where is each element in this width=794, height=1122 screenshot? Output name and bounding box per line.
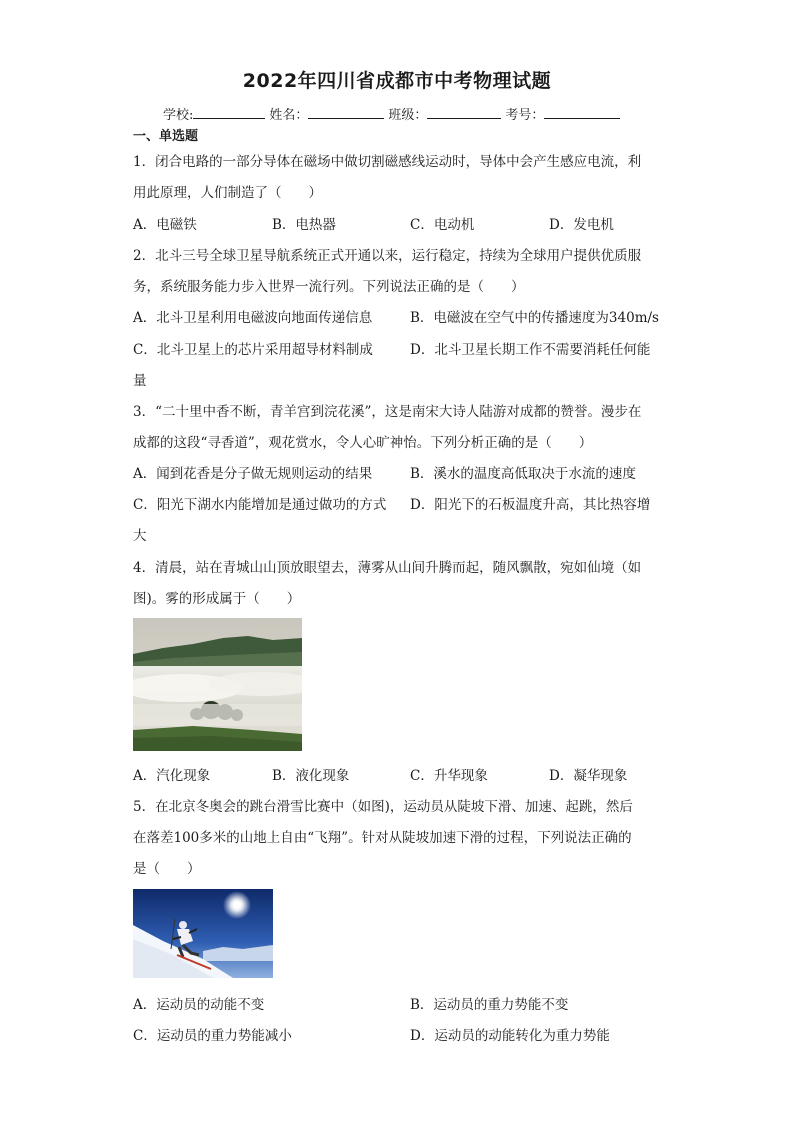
question-4-option-d[interactable]: D．凝华现象 — [549, 768, 628, 784]
question-1-line-2: 用此原理，人们制造了（ ） — [133, 185, 322, 201]
question-4-option-b[interactable]: B．液化现象 — [272, 768, 350, 784]
question-2-line-2: 务，系统服务能力步入世界一流行列。下列说法正确的是（ ） — [133, 279, 525, 295]
name-label: 姓名： — [269, 108, 309, 123]
question-1-line-1: 1．闭合电路的一部分导体在磁场中做切割磁感线运动时，导体中会产生感应电流，利 — [133, 154, 642, 170]
question-5-option-d[interactable]: D．运动员的动能转化为重力势能 — [410, 1028, 610, 1044]
page-title: 2022年四川省成都市中考物理试题 — [242, 70, 552, 92]
question-3-option-d[interactable]: D．阳光下的石板温度升高，其比热容增 — [410, 497, 651, 513]
question-1-option-c[interactable]: C．电动机 — [410, 217, 475, 233]
question-4-option-a[interactable]: A．汽化现象 — [133, 768, 211, 784]
student-info-line — [163, 104, 624, 123]
question-3-option-d-wrap: 大 — [133, 528, 147, 544]
question-3-line-2: 成都的这段“寻香道”，观花赏水，令人心旷神怡。下列分析正确的是（ ） — [133, 435, 593, 451]
question-2-option-c[interactable]: C．北斗卫星上的芯片采用超导材料制成 — [133, 342, 373, 358]
question-2-option-d-wrap: 量 — [133, 373, 147, 389]
question-1-option-b[interactable]: B．电热器 — [272, 217, 336, 233]
question-5-option-a[interactable]: A．运动员的动能不变 — [133, 997, 265, 1013]
question-4-option-c[interactable]: C．升华现象 — [410, 768, 488, 784]
misty-mountain-photo — [133, 618, 302, 751]
number-blank[interactable] — [544, 106, 620, 119]
class-blank[interactable] — [427, 106, 501, 119]
school-blank[interactable] — [193, 106, 265, 119]
class-label: 班级： — [388, 108, 428, 123]
question-3-line-1: 3．“二十里中香不断，青羊宫到浣花溪”，这是南宋大诗人陆游对成都的赞誉。漫步在 — [133, 404, 642, 420]
question-5-option-c[interactable]: C．运动员的重力势能减小 — [133, 1028, 292, 1044]
school-label: 学校: — [163, 108, 194, 123]
question-2-option-a[interactable]: A．北斗卫星利用电磁波向地面传递信息 — [133, 310, 373, 326]
number-label: 考号： — [505, 108, 545, 123]
question-3-option-b[interactable]: B．溪水的温度高低取决于水流的速度 — [410, 466, 636, 482]
question-1-option-a[interactable]: A．电磁铁 — [133, 217, 197, 233]
question-3-option-a[interactable]: A．闻到花香是分子做无规则运动的结果 — [133, 466, 373, 482]
question-4-line-1: 4．清晨，站在青城山山顶放眼望去，薄雾从山间升腾而起，随风飘散，宛如仙境（如 — [133, 560, 642, 576]
question-4-line-2: 图)。雾的形成属于（ ） — [133, 591, 301, 607]
section-heading: 一、单选题 — [133, 129, 199, 144]
question-3-option-c[interactable]: C．阳光下湖水内能增加是通过做功的方式 — [133, 497, 387, 513]
question-5-line-1: 5．在北京冬奥会的跳台滑雪比赛中（如图)，运动员从陡坡下滑、加速、起跳，然后 — [133, 799, 633, 815]
question-2-line-1: 2．北斗三号全球卫星导航系统正式开通以来，运行稳定，持续为全球用户提供优质服 — [133, 248, 642, 264]
question-2-option-d[interactable]: D．北斗卫星长期工作不需要消耗任何能 — [410, 342, 651, 358]
question-5-line-3: 是（ ） — [133, 861, 201, 877]
question-5-option-b[interactable]: B．运动员的重力势能不变 — [410, 997, 569, 1013]
name-blank[interactable] — [308, 106, 384, 119]
question-2-option-b[interactable]: B．电磁波在空气中的传播速度为340m/s — [410, 310, 659, 326]
ski-jump-photo — [133, 889, 273, 978]
question-5-line-2: 在落差100多米的山地上自由“飞翔”。针对从陡坡加速下滑的过程，下列说法正确的 — [133, 830, 632, 846]
question-1-option-d[interactable]: D．发电机 — [549, 217, 614, 233]
